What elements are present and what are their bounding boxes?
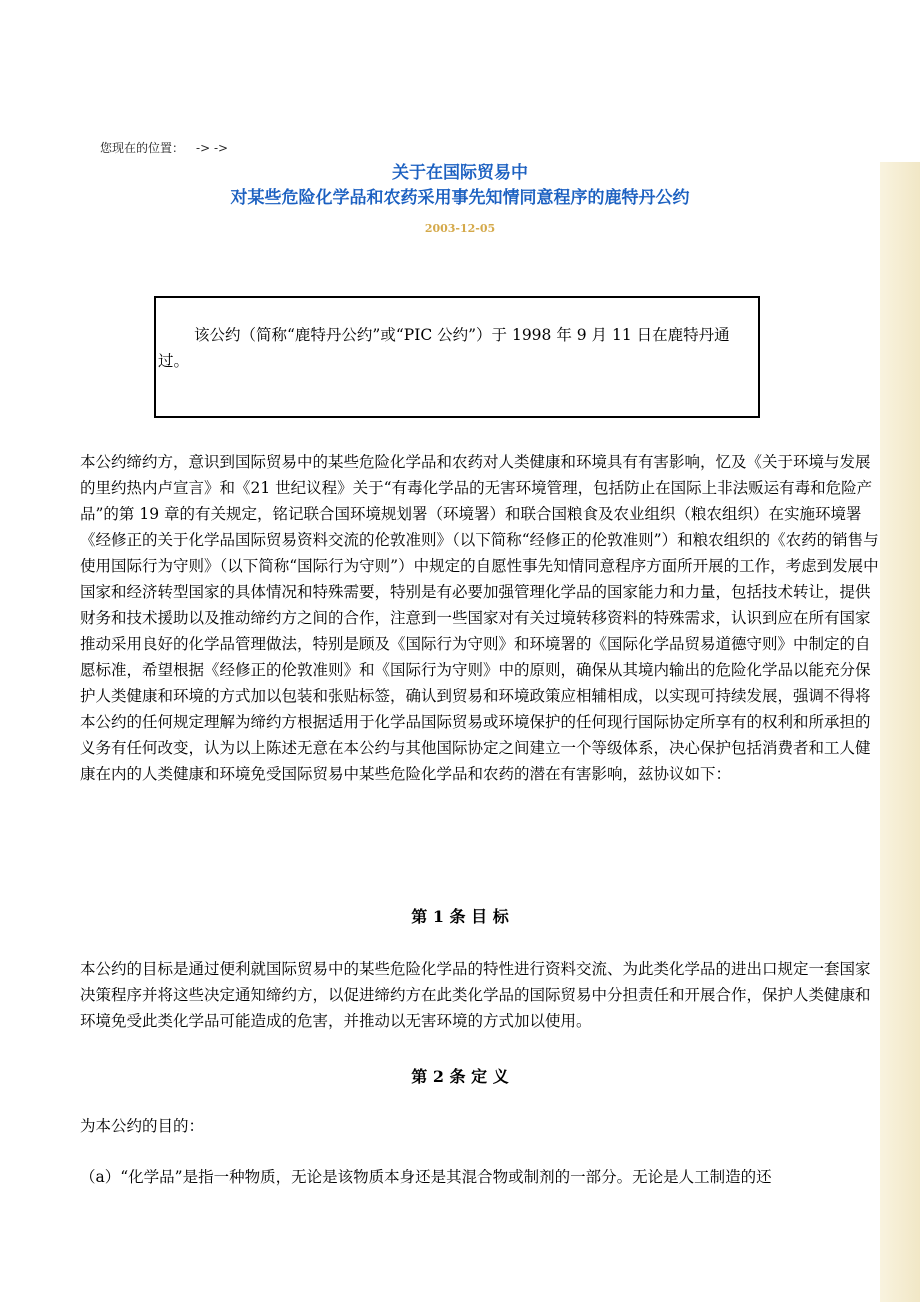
summary-note-box bbox=[154, 296, 760, 418]
breadcrumb-label: 您现在的位置： bbox=[100, 141, 185, 155]
preamble-paragraph: 本公约缔约方，意识到国际贸易中的某些危险化学品和农药对人类健康和环境具有有害影响，忆及《关于环境与发展的里约热内卢宣言》和《21 世纪议程》关于“有毒化学品的无害环境管理，包括防止在国际上非法贩运有毒和危险产品”的第 19 章的有关规定，铭记联合国环境规划署（环境署）和联合国粮食及农业组织（粮农组织）在实施环境署《经修正的关于化学品国际贸易资料交流的伦敦准则》（以下简称“经修正的伦敦准则”）和粮农组织的《农药的销售与使用国际行为守则》（以下简称“国际行为守则”）中规定的自愿性事先知情同意程序方面所开展的工作，考虑到发展中国家和经济转型国家的具体情况和特殊需要，特别是有必要加强管理化学品的国家能力和力量，包括技术转让，提供财务和技术援助以及推动缔约方之间的合作，注意到一些国家对有关过境转移资料的特殊需求，认识到应在所有国家推动采用良好的化学品管理做法，特别是顾及《国际行为守则》和环境署的《国际化学品贸易道德守则》中制定的自愿标准，希望根据《经修正的伦敦准则》和《国际行为守则》中的原则，确保从其境内输出的危险化学品以能充分保护人类健康和环境的方式加以包装和张贴标签，确认到贸易和环境政策应相辅相成，以实现可持续发展，强调不得将本公约的任何规定理解为缔约方根据适用于化学品国际贸易或环境保护的任何现行国际协定所享有的权利和所承担的义务有任何改变，认为以上陈述无意在本公约与其他国际协定之间建立一个等级体系，决心保护包括消费者和工人健康在内的人类健康和环境免受国际贸易中某些危险化学品和农药的潜在有害影响，兹协议如下： bbox=[80, 453, 879, 783]
summary-note-text: 该公约（简称“鹿特丹公约”或“PIC 公约”）于 1998 年 9 月 11 日在鹿特丹通过。 bbox=[158, 326, 730, 370]
article-2-intro: 为本公约的目的： bbox=[80, 1117, 205, 1135]
publish-date: 2003-12-05 bbox=[424, 222, 496, 235]
article-1-heading: 第 1 条 目 标 bbox=[411, 907, 509, 926]
breadcrumb-arrows[interactable]: -> -> bbox=[196, 141, 229, 155]
breadcrumb bbox=[100, 139, 228, 156]
side-decoration-stripe bbox=[880, 162, 920, 1302]
document-title-line-2: 对某些危险化学品和农药采用事先知情同意程序的鹿特丹公约 bbox=[230, 188, 690, 208]
article-2-heading: 第 2 条 定 义 bbox=[411, 1067, 509, 1086]
document-title-line-1: 关于在国际贸易中 bbox=[392, 163, 528, 183]
article-2-item-a: （a）“化学品”是指一种物质，无论是该物质本身还是其混合物或制剂的一部分。无论是人工制造的还 bbox=[80, 1168, 772, 1186]
article-1-paragraph: 本公约的目标是通过便利就国际贸易中的某些危险化学品的特性进行资料交流、为此类化学品的进出口规定一套国家决策程序并将这些决定通知缔约方，以促进缔约方在此类化学品的国际贸易中分担责任和开展合作，保护人类健康和环境免受此类化学品可能造成的危害，并推动以无害环境的方式加以使用。 bbox=[80, 960, 871, 1030]
